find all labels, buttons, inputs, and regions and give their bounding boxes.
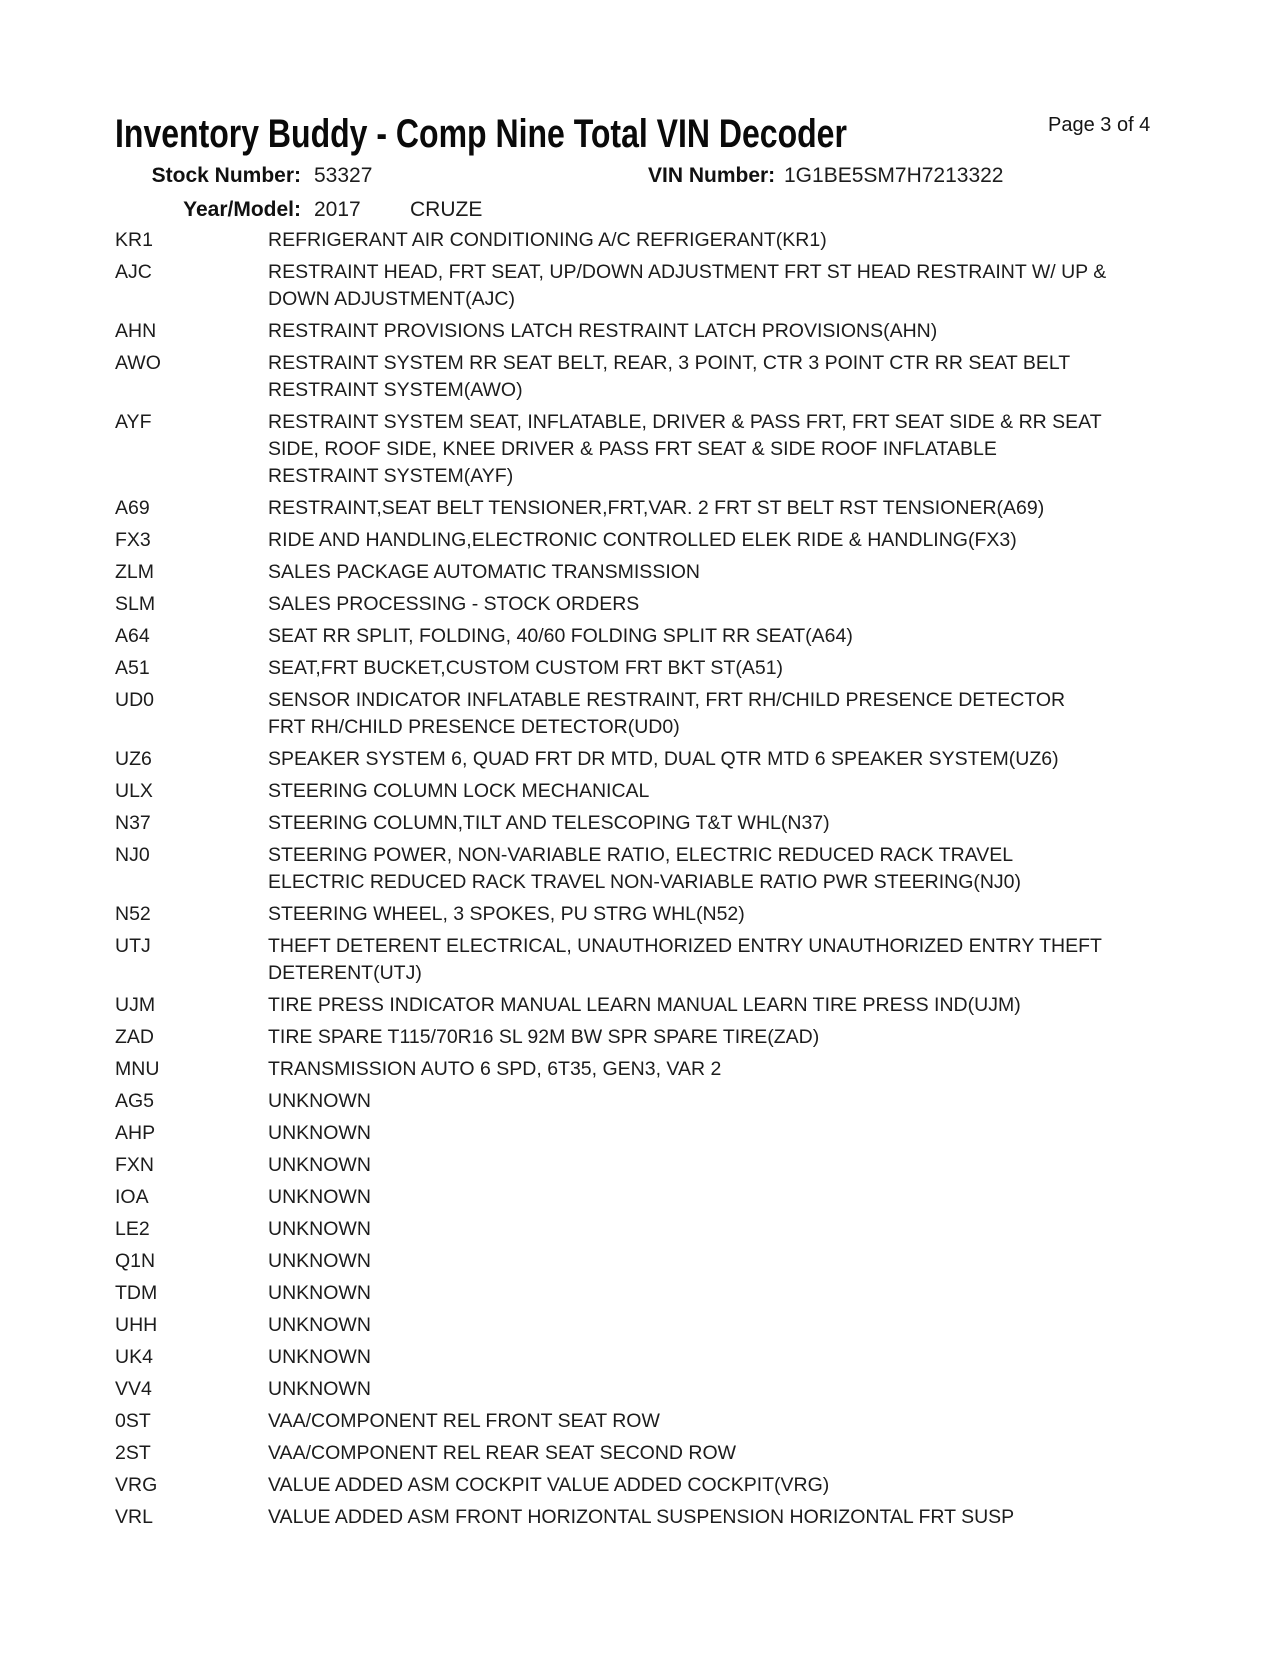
option-description — [268, 778, 1215, 805]
option-description-line: UNKNOWN — [268, 1250, 371, 1272]
option-code: UK4 — [115, 1346, 153, 1368]
option-description-line: UNKNOWN — [268, 1282, 371, 1304]
option-code: 2ST — [115, 1442, 151, 1464]
option-code: NJ0 — [115, 844, 150, 866]
table-row — [115, 746, 1215, 773]
option-description-line: RIDE AND HANDLING,ELECTRONIC CONTROLLED ELEK RIDE & HANDLING(FX3) — [268, 529, 1017, 551]
table-row — [115, 318, 1215, 345]
year-model-row — [0, 193, 1280, 227]
option-code: AJC — [115, 261, 152, 283]
table-row — [115, 350, 1215, 404]
option-description — [268, 350, 1215, 404]
option-description-line: RESTRAINT SYSTEM RR SEAT BELT, REAR, 3 POINT, CTR 3 POINT CTR RR SEAT BELT — [268, 352, 1071, 374]
table-row — [115, 591, 1215, 618]
option-code: AHN — [115, 320, 157, 342]
option-description — [268, 1152, 1215, 1179]
table-row — [115, 259, 1215, 313]
option-code: A51 — [115, 657, 150, 679]
option-description-line: UNKNOWN — [268, 1218, 371, 1240]
table-row — [115, 1472, 1215, 1499]
option-description-line: VALUE ADDED ASM FRONT HORIZONTAL SUSPENSION HORIZONTAL FRT SUSP — [268, 1506, 1015, 1528]
option-description-line: UNKNOWN — [268, 1314, 371, 1336]
option-description — [268, 259, 1215, 313]
option-description-line: SALES PROCESSING - STOCK ORDERS — [268, 593, 640, 615]
table-row — [115, 1376, 1215, 1403]
table-row — [115, 1504, 1215, 1531]
option-description-line: VALUE ADDED ASM COCKPIT VALUE ADDED COCKPIT(VRG) — [268, 1474, 830, 1496]
option-description — [268, 591, 1215, 618]
table-row — [115, 1408, 1215, 1435]
option-description-line: VAA/COMPONENT REL FRONT SEAT ROW — [268, 1410, 660, 1432]
table-row — [115, 842, 1215, 896]
table-row — [115, 1216, 1215, 1243]
vin-number-label: VIN Number: — [648, 164, 776, 187]
option-code: A69 — [115, 497, 150, 519]
option-description-line: STEERING POWER, NON-VARIABLE RATIO, ELECTRIC REDUCED RACK TRAVEL — [268, 844, 1014, 866]
option-description — [268, 1088, 1215, 1115]
option-description-line: UNKNOWN — [268, 1122, 371, 1144]
table-row — [115, 778, 1215, 805]
option-code: FX3 — [115, 529, 151, 551]
option-description — [268, 1504, 1215, 1531]
option-description — [268, 1280, 1215, 1307]
table-row — [115, 1184, 1215, 1211]
table-row — [115, 1120, 1215, 1147]
option-description-line: VAA/COMPONENT REL REAR SEAT SECOND ROW — [268, 1442, 737, 1464]
model-value: CRUZE — [410, 198, 483, 221]
option-description-line: RESTRAINT PROVISIONS LATCH RESTRAINT LATCH PROVISIONS(AHN) — [268, 320, 938, 342]
option-description — [268, 227, 1215, 254]
table-row — [115, 1088, 1215, 1115]
table-row — [115, 1248, 1215, 1275]
table-row — [115, 409, 1215, 490]
option-description — [268, 559, 1215, 586]
option-code: ZAD — [115, 1026, 154, 1048]
option-description — [268, 1312, 1215, 1339]
table-row — [115, 901, 1215, 928]
option-description — [268, 687, 1215, 741]
option-code: ZLM — [115, 561, 154, 583]
table-row — [115, 623, 1215, 650]
table-row — [115, 495, 1215, 522]
table-row — [115, 810, 1215, 837]
table-row — [115, 655, 1215, 682]
option-description — [268, 810, 1215, 837]
option-description — [268, 1344, 1215, 1371]
year-model-label: Year/Model: — [183, 198, 301, 221]
table-row — [115, 1440, 1215, 1467]
option-code: UJM — [115, 994, 156, 1016]
option-code: IOA — [115, 1186, 149, 1208]
option-code: AHP — [115, 1122, 156, 1144]
table-row — [115, 992, 1215, 1019]
option-description — [268, 1408, 1215, 1435]
option-description-line: FRT RH/CHILD PRESENCE DETECTOR(UD0) — [268, 716, 680, 738]
option-code: N52 — [115, 903, 151, 925]
table-row — [115, 1312, 1215, 1339]
option-description-line: TRANSMISSION AUTO 6 SPD, 6T35, GEN3, VAR 2 — [268, 1058, 722, 1080]
table-row — [115, 527, 1215, 554]
option-description — [268, 933, 1215, 987]
option-description-line: THEFT DETERENT ELECTRICAL, UNAUTHORIZED ENTRY UNAUTHORIZED ENTRY THEFT — [268, 935, 1102, 957]
option-description — [268, 1440, 1215, 1467]
option-code: VRL — [115, 1506, 153, 1528]
option-description — [268, 495, 1215, 522]
table-row — [115, 687, 1215, 741]
options-list — [115, 227, 1215, 1536]
option-code: Q1N — [115, 1250, 156, 1272]
option-description — [268, 842, 1215, 896]
option-description-line: DETERENT(UTJ) — [268, 962, 422, 984]
option-description-line: UNKNOWN — [268, 1378, 371, 1400]
option-code: AYF — [115, 411, 152, 433]
option-description — [268, 1472, 1215, 1499]
option-description-line: RESTRAINT SYSTEM(AYF) — [268, 465, 514, 487]
option-description-line: STEERING WHEEL, 3 SPOKES, PU STRG WHL(N52) — [268, 903, 745, 925]
option-description — [268, 527, 1215, 554]
option-description — [268, 1216, 1215, 1243]
option-description-line: UNKNOWN — [268, 1090, 371, 1112]
vehicle-info-section — [0, 159, 1280, 227]
table-row — [115, 227, 1215, 254]
table-row — [115, 1024, 1215, 1051]
option-description-line: SEAT,FRT BUCKET,CUSTOM CUSTOM FRT BKT ST(A51) — [268, 657, 784, 679]
year-value: 2017 — [314, 198, 361, 221]
option-code: ULX — [115, 780, 153, 802]
option-code: UHH — [115, 1314, 158, 1336]
option-code: KR1 — [115, 229, 153, 251]
table-row — [115, 933, 1215, 987]
page-number-indicator: Page 3 of 4 — [1048, 114, 1151, 136]
table-row — [115, 1344, 1215, 1371]
option-code: TDM — [115, 1282, 158, 1304]
option-description-line: UNKNOWN — [268, 1186, 371, 1208]
table-row — [115, 559, 1215, 586]
option-code: VRG — [115, 1474, 158, 1496]
option-description-line: SENSOR INDICATOR INFLATABLE RESTRAINT, FRT RH/CHILD PRESENCE DETECTOR — [268, 689, 1066, 711]
option-code: A64 — [115, 625, 150, 647]
option-description — [268, 1024, 1215, 1051]
option-description — [268, 901, 1215, 928]
option-description — [268, 746, 1215, 773]
option-code: UD0 — [115, 689, 155, 711]
option-description-line: RESTRAINT SYSTEM(AWO) — [268, 379, 523, 401]
table-row — [115, 1152, 1215, 1179]
option-code: AG5 — [115, 1090, 155, 1112]
option-description — [268, 1184, 1215, 1211]
stock-vin-row — [0, 159, 1280, 193]
option-description-line: UNKNOWN — [268, 1346, 371, 1368]
option-description-line: SALES PACKAGE AUTOMATIC TRANSMISSION — [268, 561, 700, 583]
option-description-line: SIDE, ROOF SIDE, KNEE DRIVER & PASS FRT SEAT & SIDE ROOF INFLATABLE — [268, 438, 997, 460]
option-code: FXN — [115, 1154, 154, 1176]
option-description — [268, 1056, 1215, 1083]
option-code: VV4 — [115, 1378, 152, 1400]
option-description — [268, 1376, 1215, 1403]
option-description-line: REFRIGERANT AIR CONDITIONING A/C REFRIGERANT(KR1) — [268, 229, 827, 251]
option-description — [268, 1120, 1215, 1147]
option-description-line: ELECTRIC REDUCED RACK TRAVEL NON-VARIABLE RATIO PWR STEERING(NJ0) — [268, 871, 1022, 893]
option-description — [268, 992, 1215, 1019]
option-description-line: RESTRAINT SYSTEM SEAT, INFLATABLE, DRIVER & PASS FRT, FRT SEAT SIDE & RR SEAT — [268, 411, 1102, 433]
table-row — [115, 1056, 1215, 1083]
option-description-line: SPEAKER SYSTEM 6, QUAD FRT DR MTD, DUAL QTR MTD 6 SPEAKER SYSTEM(UZ6) — [268, 748, 1059, 770]
stock-number-value: 53327 — [314, 164, 373, 187]
option-code: AWO — [115, 352, 161, 374]
option-description-line: UNKNOWN — [268, 1154, 371, 1176]
option-description — [268, 318, 1215, 345]
vin-number-value: 1G1BE5SM7H7213322 — [784, 164, 1004, 187]
option-description — [268, 409, 1215, 490]
option-code: SLM — [115, 593, 156, 615]
option-code: MNU — [115, 1058, 160, 1080]
option-description — [268, 623, 1215, 650]
option-code: LE2 — [115, 1218, 150, 1240]
option-description — [268, 1248, 1215, 1275]
option-code: N37 — [115, 812, 151, 834]
option-description-line: TIRE SPARE T115/70R16 SL 92M BW SPR SPARE TIRE(ZAD) — [268, 1026, 820, 1048]
page-title: Inventory Buddy - Comp Nine Total VIN Decoder — [115, 112, 847, 156]
option-description-line: TIRE PRESS INDICATOR MANUAL LEARN MANUAL LEARN TIRE PRESS IND(UJM) — [268, 994, 1021, 1016]
option-code: 0ST — [115, 1410, 151, 1432]
option-description-line: STEERING COLUMN,TILT AND TELESCOPING T&T WHL(N37) — [268, 812, 830, 834]
option-code: UZ6 — [115, 748, 152, 770]
stock-number-label: Stock Number: — [151, 164, 301, 187]
option-description-line: DOWN ADJUSTMENT(AJC) — [268, 288, 515, 310]
option-description — [268, 655, 1215, 682]
option-description-line: STEERING COLUMN LOCK MECHANICAL — [268, 780, 650, 802]
option-code: UTJ — [115, 935, 151, 957]
option-description-line: RESTRAINT HEAD, FRT SEAT, UP/DOWN ADJUSTMENT FRT ST HEAD RESTRAINT W/ UP & — [268, 261, 1107, 283]
table-row — [115, 1280, 1215, 1307]
option-description-line: RESTRAINT,SEAT BELT TENSIONER,FRT,VAR. 2 FRT ST BELT RST TENSIONER(A69) — [268, 497, 1045, 519]
option-description-line: SEAT RR SPLIT, FOLDING, 40/60 FOLDING SPLIT RR SEAT(A64) — [268, 625, 853, 647]
